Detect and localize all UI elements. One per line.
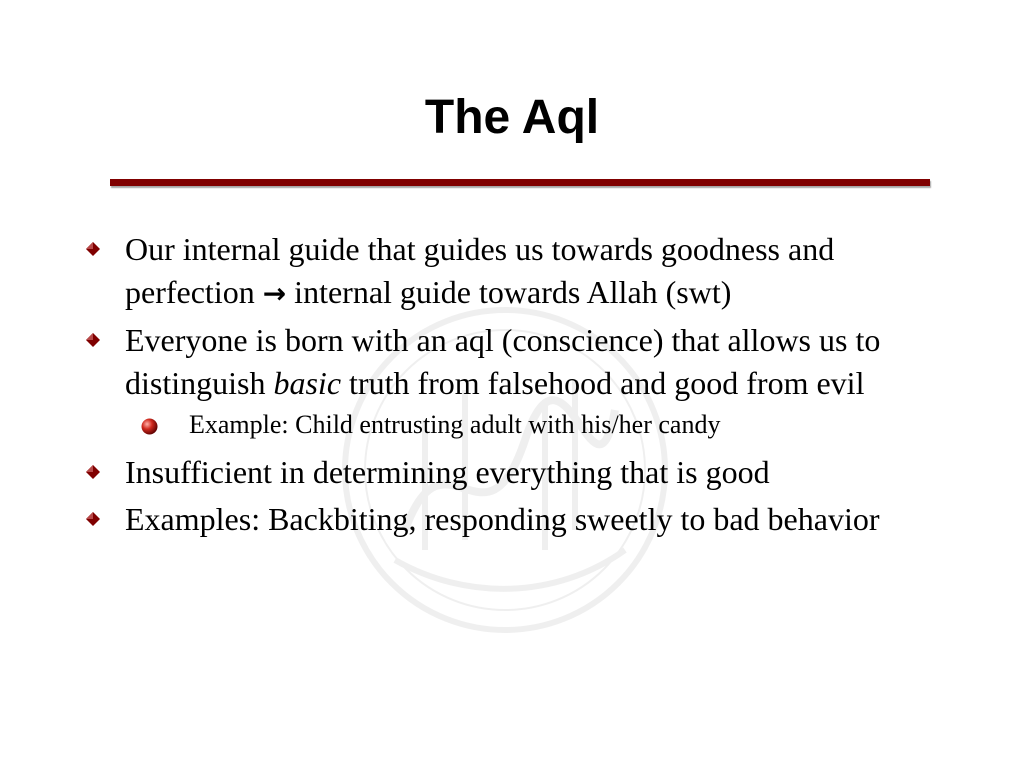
text-segment: Everyone is born with an aql (conscience) that allows us to distinguish <box>125 322 881 401</box>
right-arrow-icon: → <box>262 277 287 310</box>
sub-bullet-item <box>85 407 965 443</box>
text-segment: Examples: Backbiting, responding sweetly to bad behavior <box>125 501 880 537</box>
bullet-item <box>85 498 965 541</box>
text-segment: Our internal guide that guides us towards goodness and perfection <box>125 231 835 310</box>
emphasis-text: basic <box>273 365 342 401</box>
bullet-item <box>85 319 965 405</box>
bullet-text <box>125 231 834 310</box>
diamond-bullet-icon <box>86 512 100 526</box>
bullet-item <box>85 451 965 494</box>
diamond-bullet-icon <box>86 333 100 347</box>
text-segment: truth from falsehood and good from evil <box>341 365 865 401</box>
bullet-text <box>125 322 880 401</box>
text-segment: Insufficient in determining everything that is good <box>125 454 770 490</box>
title-divider <box>110 179 930 186</box>
bullet-list <box>85 228 965 545</box>
bullet-item <box>85 228 965 315</box>
text-segment: internal guide towards Allah (swt) <box>286 274 732 310</box>
diamond-bullet-icon <box>86 242 100 256</box>
diamond-bullet-icon <box>86 465 100 479</box>
sphere-bullet-icon <box>141 418 158 435</box>
bullet-text <box>125 454 770 490</box>
bullet-text <box>125 501 880 537</box>
sub-bullet-text: Example: Child entrusting adult with his/her candy <box>189 410 721 439</box>
slide-title: The Aql <box>424 91 600 144</box>
